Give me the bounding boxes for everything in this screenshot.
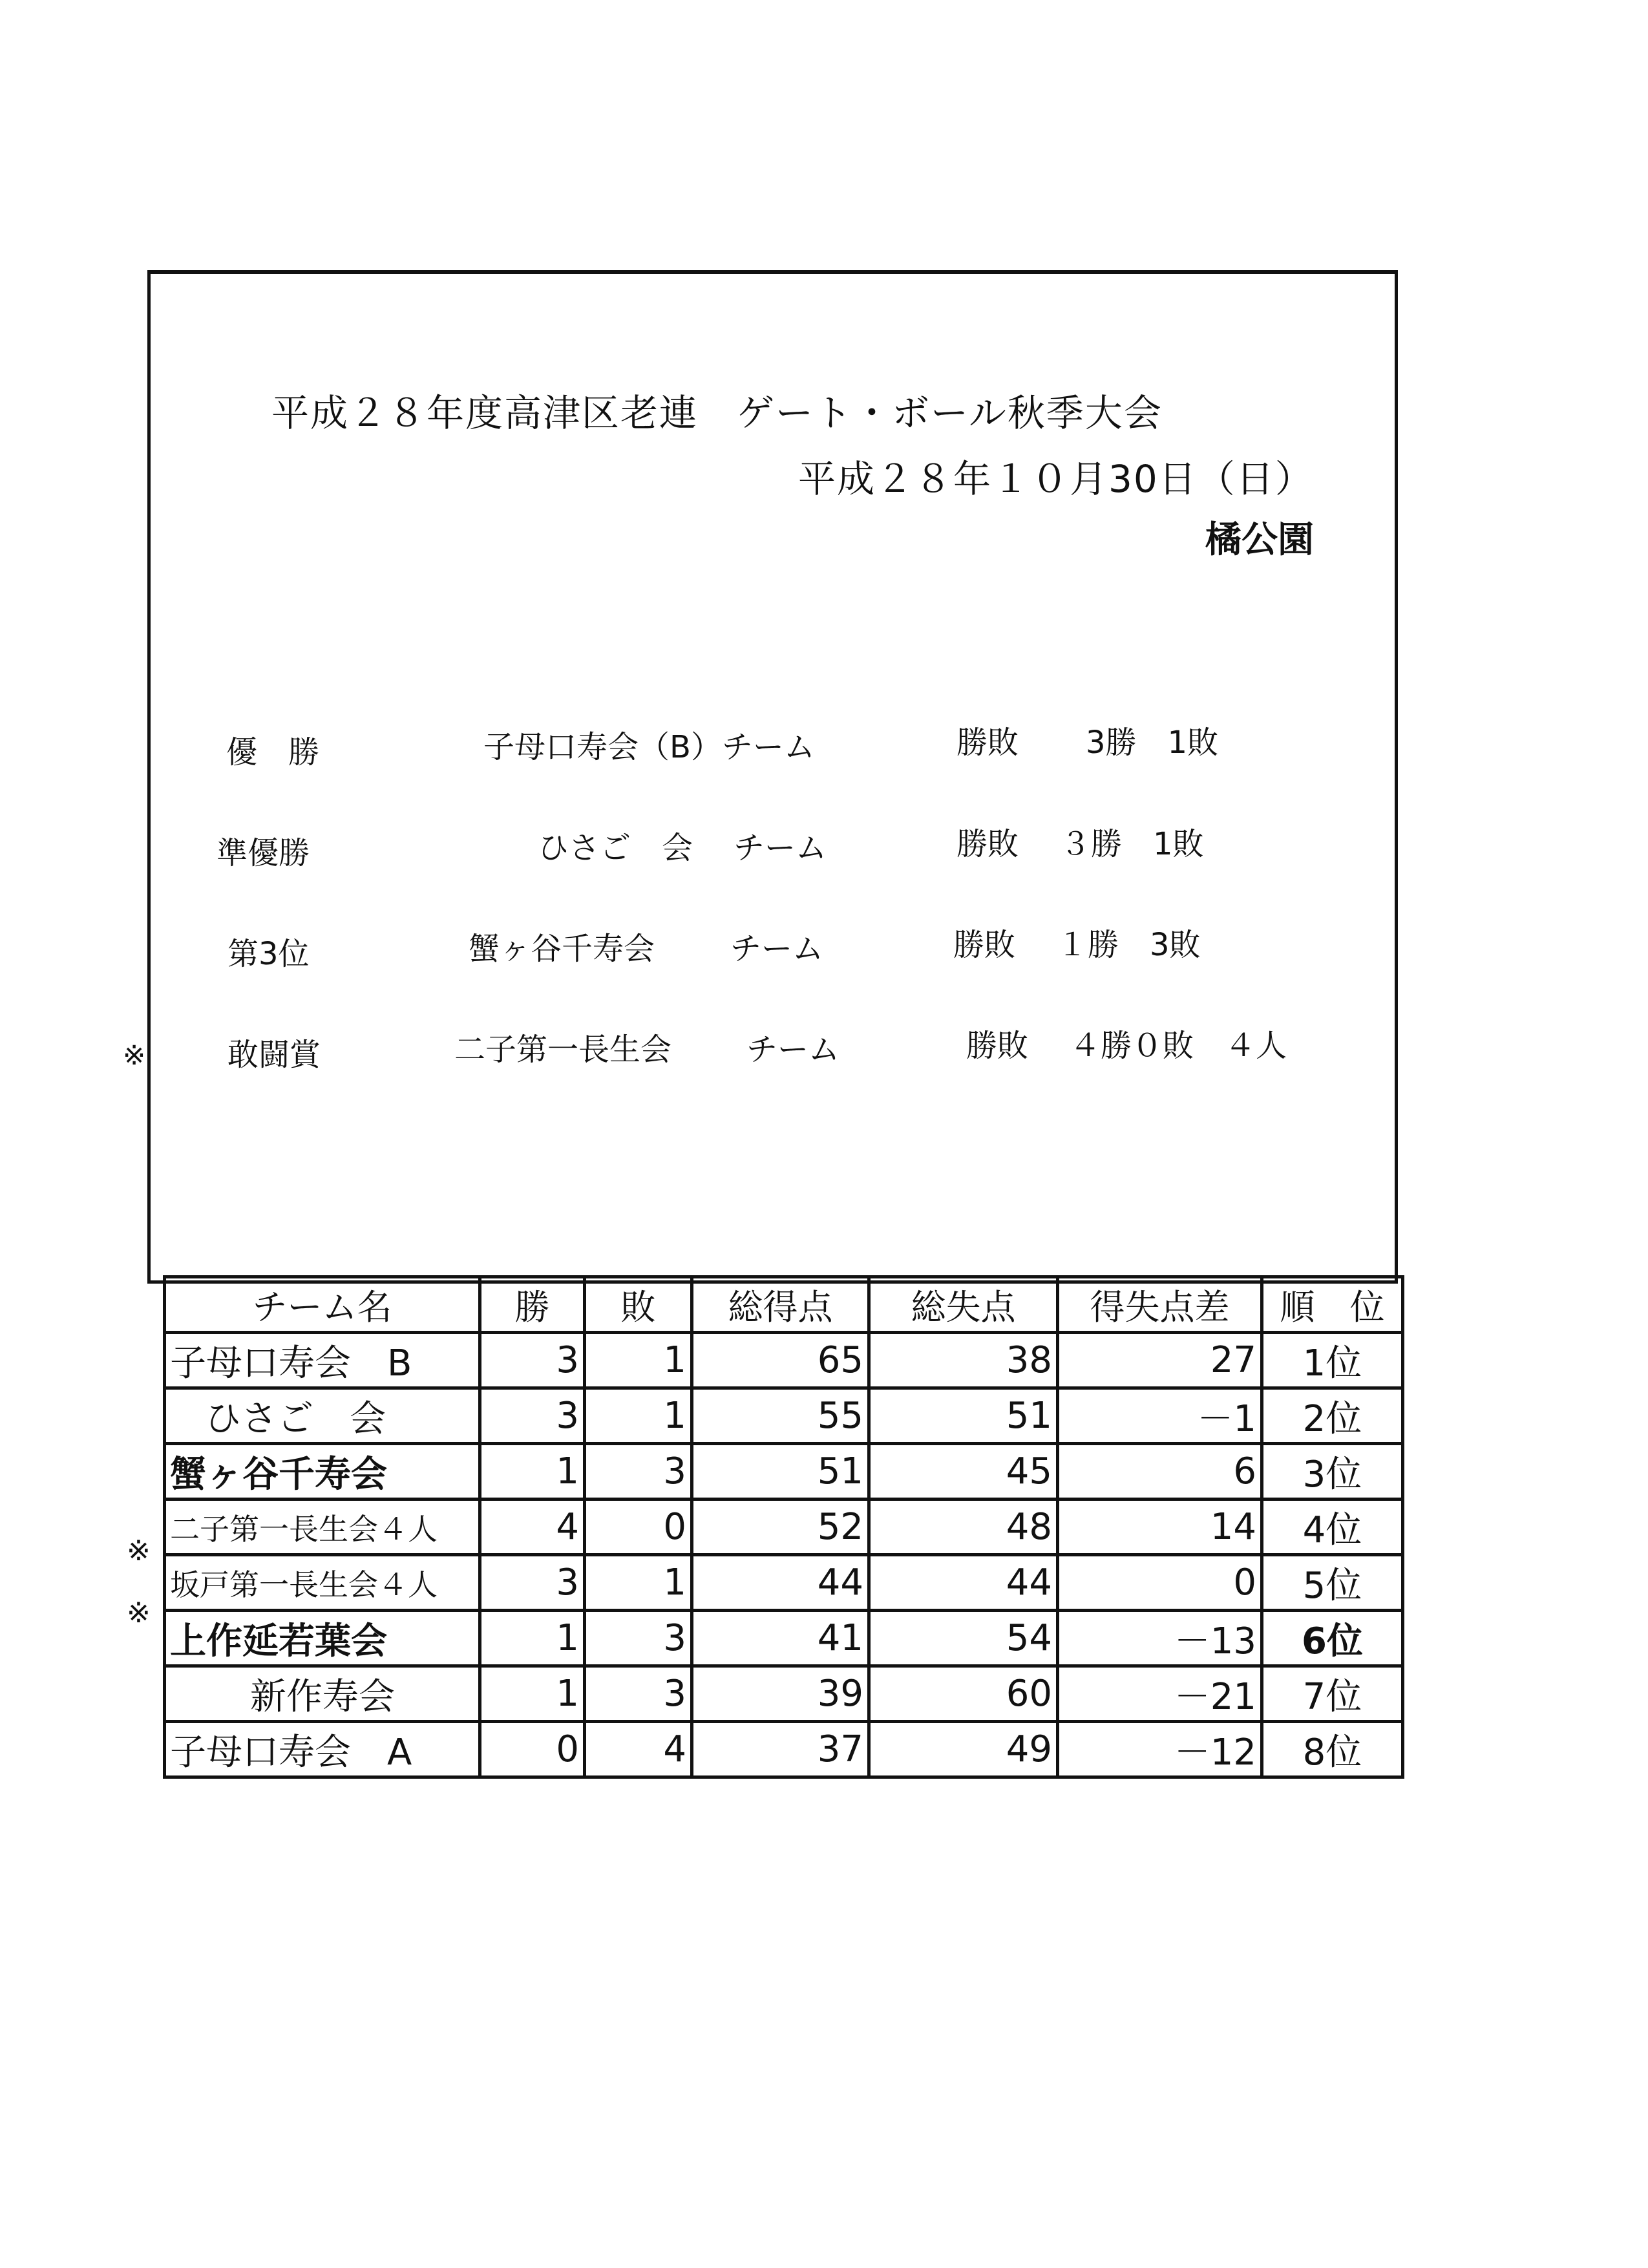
points-for: 37 (692, 1722, 869, 1777)
team-name: 子母口寿会 B (165, 1333, 480, 1388)
points-against: 49 (869, 1722, 1058, 1777)
points-against: 48 (869, 1500, 1058, 1555)
points-against: 51 (869, 1388, 1058, 1444)
header-rank: 順 位 (1262, 1277, 1403, 1333)
award-record: ４勝０敗 ４人 (1070, 1028, 1287, 1064)
award-label: 敢闘賞 (227, 1037, 321, 1073)
award-label: 第3位 (227, 936, 310, 972)
losses: 3 (585, 1666, 692, 1722)
table-row (165, 1555, 1403, 1611)
point-diff: －12 (1058, 1722, 1262, 1777)
losses: 0 (585, 1500, 692, 1555)
award-team: 二子第一長生会 (454, 1032, 672, 1068)
rank: 2位 (1262, 1388, 1403, 1444)
points-against: 44 (869, 1555, 1058, 1611)
point-diff: －13 (1058, 1611, 1262, 1666)
points-for: 41 (692, 1611, 869, 1666)
team-name: 上作延若葉会 (165, 1611, 480, 1666)
table-row (165, 1333, 1403, 1388)
point-diff: 6 (1058, 1444, 1262, 1500)
points-for: 44 (692, 1555, 869, 1611)
award-record: １勝 3敗 (1057, 927, 1201, 963)
award-team-suffix: チーム (730, 931, 824, 967)
rank: 5位 (1262, 1555, 1403, 1611)
team-name: 子母口寿会 A (165, 1722, 480, 1777)
award-record: 3勝 1敗 (1086, 725, 1219, 761)
points-for: 51 (692, 1444, 869, 1500)
losses: 1 (585, 1333, 692, 1388)
event-date: 平成２８年１０月30日（日） (798, 457, 1314, 501)
note-mark: ※ (127, 1596, 151, 1629)
rank: 4位 (1262, 1500, 1403, 1555)
award-team: ひさご 会 (538, 830, 693, 866)
header-points-against: 総失点 (869, 1277, 1058, 1333)
award-label: 準優勝 (217, 835, 310, 871)
header-team: チーム名 (165, 1277, 480, 1333)
team-name: 新作寿会 (165, 1666, 480, 1722)
point-diff: 14 (1058, 1500, 1262, 1555)
table-row (165, 1722, 1403, 1777)
results-table (163, 1275, 1404, 1779)
rank: 8位 (1262, 1722, 1403, 1777)
losses: 1 (585, 1388, 692, 1444)
team-name: 蟹ヶ谷千寿会 (165, 1444, 480, 1500)
note-mark: ※ (123, 1039, 146, 1071)
rank: 7位 (1262, 1666, 1403, 1722)
team-name: 二子第一長生会４人 (165, 1500, 480, 1555)
rank: 3位 (1262, 1444, 1403, 1500)
header-diff: 得失点差 (1058, 1277, 1262, 1333)
header-wins: 勝 (480, 1277, 585, 1333)
points-for: 39 (692, 1666, 869, 1722)
point-diff: 27 (1058, 1333, 1262, 1388)
points-against: 38 (869, 1333, 1058, 1388)
document-title: 平成２８年度高津区老連 ゲート・ボール秋季大会 (271, 391, 1163, 435)
team-name: ひさご 会 (165, 1388, 480, 1444)
points-for: 65 (692, 1333, 869, 1388)
award-label: 優 勝 (226, 734, 320, 770)
rank: 1位 (1262, 1333, 1403, 1388)
wins: 0 (480, 1722, 585, 1777)
point-diff: 0 (1058, 1555, 1262, 1611)
table-row (165, 1388, 1403, 1444)
rank: 6位 (1262, 1611, 1403, 1666)
wins: 4 (480, 1500, 585, 1555)
header-losses: 敗 (585, 1277, 692, 1333)
losses: 3 (585, 1444, 692, 1500)
wins: 1 (480, 1444, 585, 1500)
table-header-row (165, 1277, 1403, 1333)
points-for: 55 (692, 1388, 869, 1444)
header-points-for: 総得点 (692, 1277, 869, 1333)
points-against: 54 (869, 1611, 1058, 1666)
award-record-label: 勝敗 (966, 1028, 1029, 1064)
award-team: 子母口寿会（B）チーム (483, 729, 815, 765)
losses: 4 (585, 1722, 692, 1777)
losses: 3 (585, 1611, 692, 1666)
table-row (165, 1666, 1403, 1722)
wins: 1 (480, 1666, 585, 1722)
losses: 1 (585, 1555, 692, 1611)
points-against: 45 (869, 1444, 1058, 1500)
wins: 3 (480, 1555, 585, 1611)
note-mark: ※ (127, 1534, 151, 1567)
award-record: ３勝 1敗 (1060, 826, 1204, 862)
points-for: 52 (692, 1500, 869, 1555)
wins: 1 (480, 1611, 585, 1666)
wins: 3 (480, 1333, 585, 1388)
point-diff: －1 (1058, 1388, 1262, 1444)
point-diff: －21 (1058, 1666, 1262, 1722)
team-name: 坂戸第一長生会４人 (165, 1555, 480, 1611)
award-team: 蟹ヶ谷千寿会 (469, 931, 655, 967)
table-row (165, 1500, 1403, 1555)
award-record-label: 勝敗 (956, 725, 1019, 761)
event-venue: 橘公園 (1205, 519, 1314, 561)
table-row (165, 1444, 1403, 1500)
wins: 3 (480, 1388, 585, 1444)
points-against: 60 (869, 1666, 1058, 1722)
award-record-label: 勝敗 (956, 826, 1019, 862)
table-row (165, 1611, 1403, 1666)
award-team-suffix: チーム (734, 830, 827, 866)
award-team-suffix: チーム (746, 1032, 840, 1068)
award-record-label: 勝敗 (953, 927, 1016, 963)
